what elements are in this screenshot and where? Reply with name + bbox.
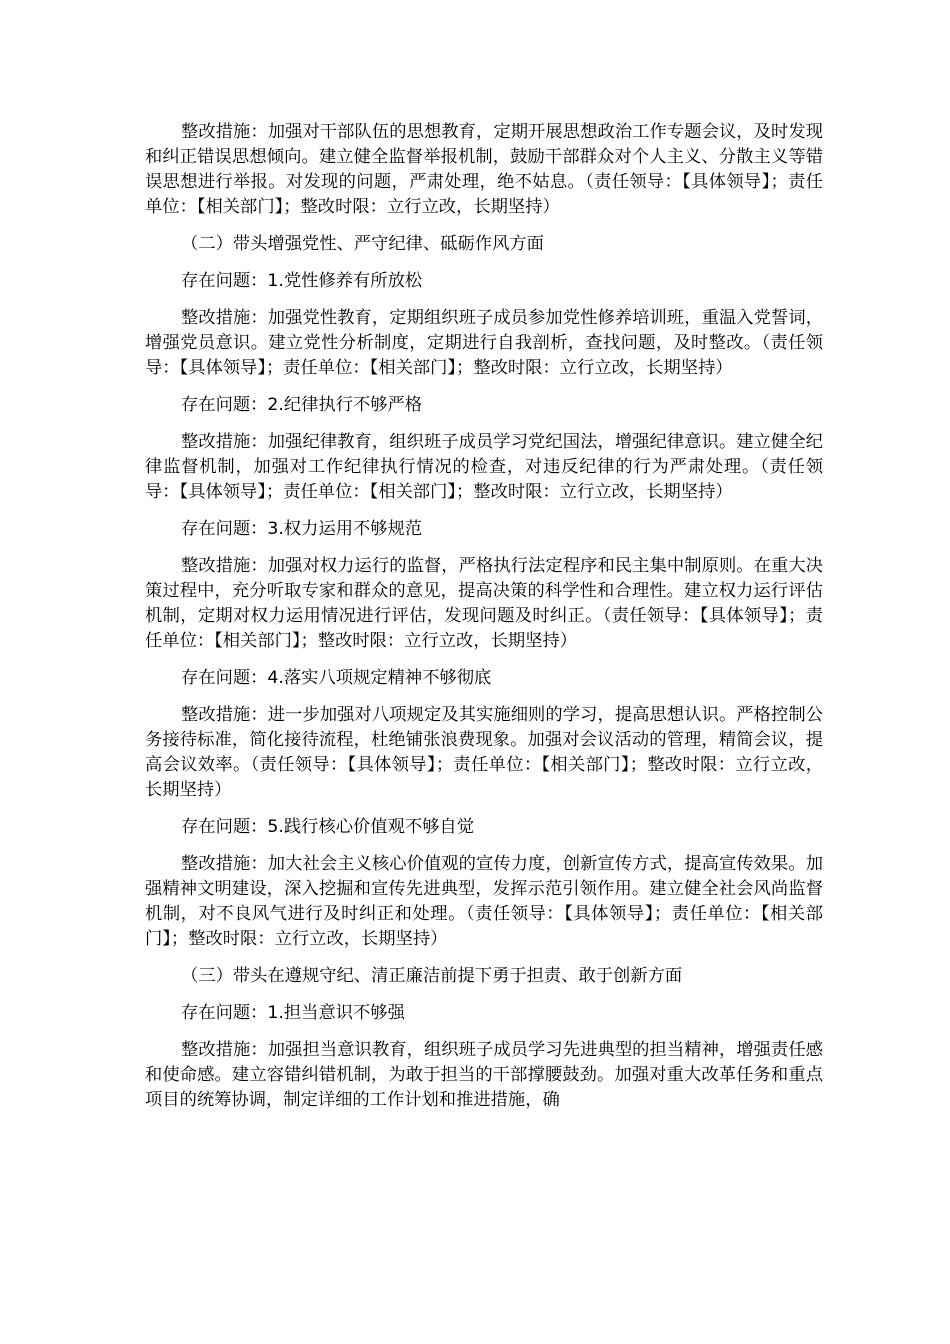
issue-line-2-2: 存在问题：2.纪律执行不够严格 xyxy=(181,395,423,415)
measure-paragraph-2-3: 整改措施：加强对权力运行的监督，严格执行法定程序和民主集中制原则。在重大决策过程中，充分听取专家和群众的意见，提高决策的科学性和合理性。建立权力运行评估机制，定期对权力运用情况进行评估，发现问题及时纠正。（责任领导：【具体领导】；责任单位：【相关部门】；整改时限：立行立改，长期坚持） xyxy=(145,556,823,651)
measure-paragraph-1: 整改措施：加强对干部队伍的思想教育，定期开展思想政治工作专题会议，及时发现和纠正错误思想倾向。建立健全监督举报机制，鼓励干部群众对个人主义、分散主义等错误思想进行举报。对发现的问题，严肃处理，绝不姑息。（责任领导：【具体领导】；责任单位：【相关部门】；整改时限：立行立改，长期坚持） xyxy=(145,122,823,217)
issue-line-2-4: 存在问题：4.落实八项规定精神不够彻底 xyxy=(181,668,492,688)
measure-paragraph-3-1: 整改措施：加强担当意识教育，组织班子成员学习先进典型的担当精神，增强责任感和使命感。建立容错纠错机制，为敢于担当的干部撑腰鼓劲。加强对重大改革任务和重点项目的统筹协调，制定详细的工作计划和推进措施，确 xyxy=(145,1040,823,1110)
section-heading-3: （三）带头在遵规守纪、清正廉洁前提下勇于担责、敢于创新方面 xyxy=(181,966,683,986)
section-heading-2: （二）带头增强党性、严守纪律、砥砺作风方面 xyxy=(181,234,544,254)
issue-line-3-1: 存在问题：1.担当意识不够强 xyxy=(181,1003,405,1023)
issue-line-2-5: 存在问题：5.践行核心价值观不够自觉 xyxy=(181,817,474,837)
document-page xyxy=(145,120,823,1125)
measure-paragraph-2-5: 整改措施：加大社会主义核心价值观的宣传力度，创新宣传方式，提高宣传效果。加强精神文明建设，深入挖掘和宣传先进典型，发挥示范引领作用。建立健全社会风尚监督机制，对不良风气进行及时纠正和处理。（责任领导：【具体领导】；责任单位：【相关部门】；整改时限：立行立改，长期坚持） xyxy=(145,854,823,949)
issue-line-2-3: 存在问题：3.权力运用不够规范 xyxy=(181,519,423,539)
measure-paragraph-2-2: 整改措施：加强纪律教育，组织班子成员学习党纪国法，增强纪律意识。建立健全纪律监督机制，加强对工作纪律执行情况的检查，对违反纪律的行为严肃处理。（责任领导：【具体领导】；责任单位：【相关部门】；整改时限：立行立改，长期坚持） xyxy=(145,432,823,502)
measure-paragraph-2-1: 整改措施：加强党性教育，定期组织班子成员参加党性修养培训班，重温入党誓词，增强党员意识。建立党性分析制度，定期进行自我剖析，查找问题，及时整改。（责任领导：【具体领导】；责任单位：【相关部门】；整改时限：立行立改，长期坚持） xyxy=(145,308,823,378)
issue-line-2-1: 存在问题：1.党性修养有所放松 xyxy=(181,271,423,291)
measure-paragraph-2-4: 整改措施：进一步加强对八项规定及其实施细则的学习，提高思想认识。严格控制公务接待标准，简化接待流程，杜绝铺张浪费现象。加强对会议活动的管理，精简会议，提高会议效率。（责任领导：【具体领导】；责任单位：【相关部门】；整改时限：立行立改，长期坚持） xyxy=(145,705,823,800)
